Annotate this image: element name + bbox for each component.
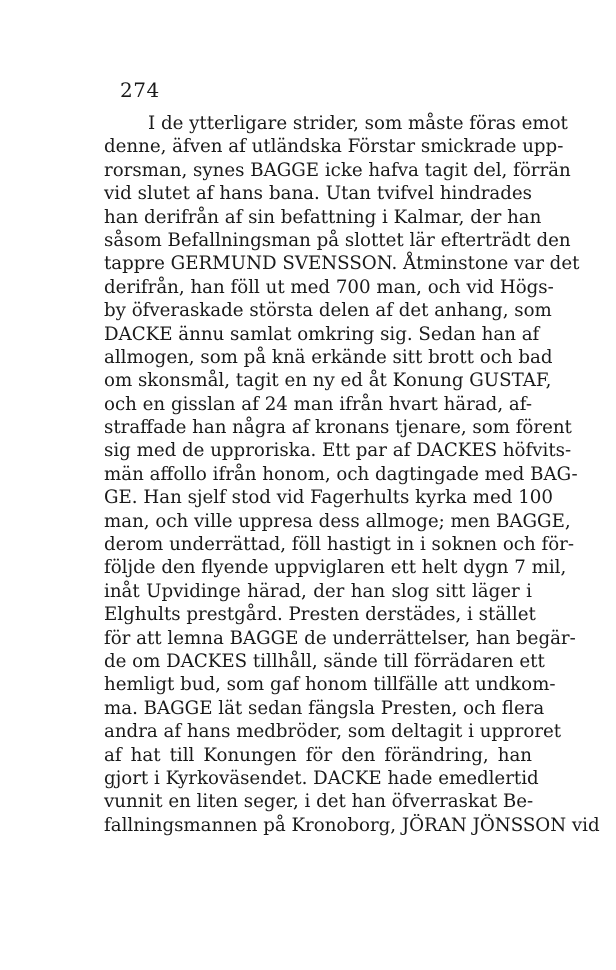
text-line: tappre GERMUND SVENSSON. Åtminstone var det bbox=[104, 253, 580, 275]
text-line: sig med de upproriska. Ett par af DACKES höfvits- bbox=[104, 440, 572, 462]
text-line: om skonsmål, tagit en ny ed åt Konung GUSTAF, bbox=[104, 370, 552, 392]
text-line: GE. Han sjelf stod vid Fagerhults kyrka med 100 bbox=[104, 487, 553, 509]
text-line: de om DACKES tillhåll, sände till förrädaren ett bbox=[104, 650, 545, 672]
page-number: 274 bbox=[120, 78, 160, 102]
text-line: I de ytterligare strider, som måste föras emot bbox=[148, 113, 568, 134]
text-line: Elghults prestgård. Presten derstädes, i stället bbox=[104, 604, 536, 626]
text-line: män affollo ifrån honom, och dagtingade med BAG- bbox=[104, 463, 578, 485]
body-text bbox=[104, 112, 600, 837]
text-line: straffade han några af kronans tjenare, som förent bbox=[104, 417, 572, 439]
text-line: denne, äfven af utländska Förstar smickrade upp- bbox=[104, 136, 564, 158]
text-line: inåt Upvidinge härad, der han slog sitt läger i bbox=[104, 580, 532, 602]
text-line: vunnit en liten seger, i det han öfverraskat Be- bbox=[104, 791, 534, 813]
text-line: man, och ville uppresa dess allmoge; men BAGGE, bbox=[104, 510, 571, 532]
text-line: för att lemna BAGGE de underrättelser, han begär- bbox=[104, 627, 576, 649]
text-line: derifrån, han föll ut med 700 man, och vid Högs- bbox=[104, 276, 554, 298]
text-line: by öfveraskade största delen af det anhang, som bbox=[104, 300, 552, 322]
text-line: af hat till Konungen för den förändring, han bbox=[104, 744, 532, 766]
text-line: allmogen, som på knä erkände sitt brott och bad bbox=[104, 346, 553, 368]
text-line: och en gisslan af 24 man ifrån hvart härad, af- bbox=[104, 393, 532, 415]
text-line: hemligt bud, som gaf honom tillfälle att undkom- bbox=[104, 674, 556, 696]
text-line: derom underrättad, föll hastigt in i soknen och för- bbox=[104, 534, 574, 556]
text-line: han derifrån af sin befattning i Kalmar, der han bbox=[104, 206, 542, 228]
text-line: ma. BAGGE lät sedan fängsla Presten, och flera bbox=[104, 697, 545, 719]
text-line: DACKE ännu samlat omkring sig. Sedan han af bbox=[104, 323, 540, 345]
text-line: såsom Befallningsman på slottet lär efterträdt den bbox=[104, 229, 571, 251]
text-line: gjort i Kyrkoväsendet. DACKE hade emedlertid bbox=[104, 767, 539, 789]
text-line: andra af hans medbröder, som deltagit i upproret bbox=[104, 721, 562, 743]
text-line: följde den flyende uppviglaren ett helt dygn 7 mil, bbox=[104, 557, 567, 579]
text-line: fallningsmannen på Kronoborg, JÖRAN JÖNSSON vid bbox=[104, 814, 600, 836]
text-line: vid slutet af hans bana. Utan tvifvel hindrades bbox=[104, 183, 532, 205]
text-line: rorsman, synes BAGGE icke hafva tagit del, förrän bbox=[104, 159, 571, 181]
